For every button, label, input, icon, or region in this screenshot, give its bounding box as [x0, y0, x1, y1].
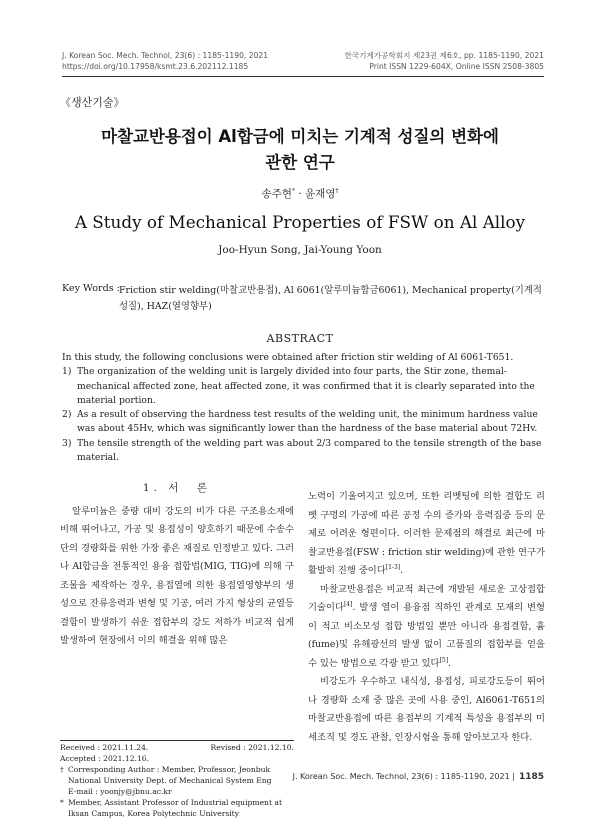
journal-citation-korean: 한국기계가공학회지 제23권 제6호, pp. 1185-1190, 2021: [344, 51, 544, 60]
header-divider: [62, 76, 544, 77]
author-separator: ·: [294, 188, 305, 200]
body-paragraph: 노력이 기울여지고 있으며, 또한 리벳팅에 의한 결합도 리벳 구멍의 가공에 따른 공정 수의 증가와 응력집중 등의 문제로 어려운 형편이다. 이러한 문제점의 해결로 최근에 마찰교반용접(FSW : friction stir welding)에 관한 연구가 활발히 진행 중이다[1-3].: [308, 491, 545, 576]
received-date: Received : 2021.11.24.: [60, 743, 149, 752]
abstract-body: [62, 351, 546, 465]
page-footer: [293, 772, 544, 782]
accepted-date: Accepted : 2021.12.16.: [60, 754, 150, 763]
author-name: 윤재영: [305, 188, 336, 200]
citation-ref: [1-3]: [385, 563, 401, 571]
date-row: [60, 742, 294, 753]
doi-link[interactable]: https://doi.org/10.17958/ksmt.23.6.202112.1185: [62, 62, 249, 71]
body-paragraph: 알루미늄은 중량 대비 강도의 비가 다른 구조용소재에 비해 뛰어나고, 가공 및 용접성이 양호하기 때문에 수송수단의 경량화를 위한 가장 좋은 재질로 인정받고 있다. 그러나 Al합금을 전통적인 용융 접합법(MIG, TIG)에 의해 구조물을 제작하는 경우, 용접열에 의한 용접열영향부의 생성으로 잔류응력과 변형 및 기공, 여러 가지 형상의 균열등 결함이 발생하기 쉬운 접합부의 강도 저하가 비교적 쉽게 발생하여 현장에서 이의 해결을 위해 많은: [60, 505, 294, 646]
running-header-right: [344, 50, 544, 72]
item-number: 3): [62, 437, 72, 449]
footnotes: [60, 742, 294, 819]
corresponding-author-note: † Corresponding Author : Member, Professor, Jeonbuk National University Dept. of Mechanical System Eng: [60, 765, 272, 785]
member-note: * Member, Assistant Professor of Industrial equipment at Iksan Campus, Korea Polytechnic University: [60, 798, 282, 818]
citation-ref: [5]: [439, 656, 449, 664]
footer-citation: J. Korean Soc. Mech. Technol, 23(6) : 1185-1190, 2021 |: [292, 772, 515, 781]
footnote-divider: [60, 740, 294, 741]
citation-ref: [4]: [343, 600, 353, 608]
abstract-intro: In this study, the following conclusions were obtained after friction stir welding of Al 6061-T651.: [62, 352, 514, 363]
authors-korean: [0, 186, 600, 201]
journal-citation: J. Korean Soc. Mech. Technol, 23(6) : 1185-1190, 2021: [62, 51, 269, 60]
authors-english: Joo-Hyun Song, Jai-Young Yoon: [218, 244, 382, 256]
email-note[interactable]: E-mail : yoonjy@jbnu.ac.kr: [68, 787, 172, 796]
author-mark: †: [335, 187, 339, 195]
body-column-right: [308, 488, 545, 747]
section-heading: 1. 서 론: [142, 482, 212, 494]
keywords-label: Key Words :: [62, 283, 120, 294]
article-category: 《생산기술》: [60, 96, 125, 109]
title-korean-line2: 관한 연구: [265, 153, 335, 172]
body-paragraph: 마찰교반용접은 비교적 최근에 개발된 새로운 고상접합기술이다[4]. 발생 열이 용융점 직하인 관계로 모재의 변형이 적고 비소모성 접합 방법일 뿐만 아니라 용접결함, 흄(fume)및 유해광선의 발생 없이 고품질의 접합부를 얻을 수 있는 방법으로 각광 받고 있다[5].: [308, 583, 545, 669]
item-number: 1): [62, 366, 72, 378]
abstract-list: [62, 365, 546, 465]
title-korean: [40, 124, 560, 176]
abstract-item: [62, 408, 546, 437]
issn-info: Print ISSN 1229-604X, Online ISSN 2508-3805: [369, 62, 544, 71]
item-text: The organization of the welding unit is largely divided into four parts, the Stir zone, themal-mechanical affected zone, heat affected zone, it was confirmed that it is clearly separated into the material portion.: [77, 366, 535, 406]
body-column-left: [60, 479, 294, 651]
dagger-mark: †: [60, 765, 64, 774]
abstract-item: [62, 437, 546, 466]
item-text: As a result of observing the hardness test results of the welding unit, the minimum hardness value was about 45Hv, which was significantly lower than the hardness of the base material about 72Hv.: [77, 409, 538, 435]
keywords-text: Friction stir welding(마찰교반용접), Al 6061(알루미늄합금6061), Mechanical property(기계적 성질), HAZ(열영향부): [119, 285, 542, 312]
title-english: A Study of Mechanical Properties of FSW on Al Alloy: [74, 212, 526, 232]
abstract-item: [62, 365, 546, 408]
title-korean-line1: 마찰교반용접이 Al합금에 미치는 기계적 성질의 변화에: [101, 127, 499, 146]
asterisk-mark: *: [60, 798, 64, 807]
running-header-left: [62, 50, 268, 72]
body-paragraph: 비강도가 우수하고 내식성, 용접성, 피로강도등이 뛰어나 경량화 소재 중 많은 곳에 사용 중인, Al6061-T651의 마찰교반용접에 따른 용접부의 기계적 특성을 용접부의 미세조직 및 경도 관찰, 인장시험을 통해 알아보고자 한다.: [308, 676, 545, 743]
author-mark: *: [291, 187, 295, 195]
abstract-heading: ABSTRACT: [266, 332, 334, 345]
item-number: 2): [62, 409, 72, 421]
item-text: The tensile strength of the welding part was about 2/3 compared to the tensile strength of the base material.: [77, 437, 542, 464]
revised-date: Revised : 2021.12.10.: [210, 743, 294, 752]
author-name: 송주현: [261, 188, 292, 200]
page-number: 1185: [518, 772, 544, 782]
